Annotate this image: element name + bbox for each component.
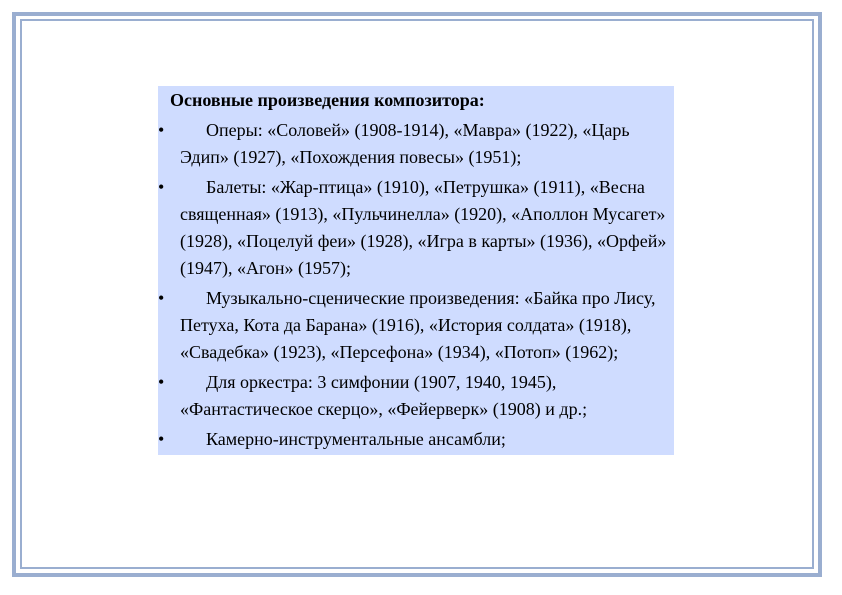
- list-item-text: Камерно-инструментальные ансамбли;: [206, 429, 506, 449]
- list-item-orchestra: [158, 369, 674, 423]
- bullet-icon: •: [158, 177, 165, 197]
- list-item-text: Оперы: «Соловей» (1908-1914), «Мавра» (1922), «Царь Эдип» (1927), «Похождения повесы» (1951);: [180, 120, 630, 167]
- bullet-icon: •: [158, 288, 165, 308]
- bullet-icon: •: [158, 372, 165, 392]
- works-list: [158, 117, 674, 453]
- list-item-operas: [158, 117, 674, 171]
- list-item-ballets: [158, 174, 674, 282]
- text-panel: [158, 86, 674, 455]
- bullet-icon: •: [158, 120, 165, 140]
- list-item-stage-works: [158, 285, 674, 366]
- list-item-text: Для оркестра: 3 симфонии (1907, 1940, 1945), «Фантастическое скерцо», «Фейерверк» (1908) и др.;: [180, 372, 588, 419]
- list-item-text: Музыкально-сценические произведения: «Байка про Лису, Петуха, Кота да Барана» (1916), «История солдата» (1918), «Свадебка» (1923), «Персефона» (1934), «Потоп» (1962);: [180, 288, 656, 362]
- list-item-chamber: [158, 426, 674, 453]
- bullet-icon: •: [158, 429, 165, 449]
- panel-heading: Основные произведения композитора:: [170, 86, 674, 114]
- list-item-text: Балеты: «Жар-птица» (1910), «Петрушка» (1911), «Весна священная» (1913), «Пульчинелла» (1920), «Аполлон Мусагет» (1928), «Поцелуй феи» (1928), «Игра в карты» (1936), «Орфей» (1947), «Агон» (1957);: [180, 177, 667, 278]
